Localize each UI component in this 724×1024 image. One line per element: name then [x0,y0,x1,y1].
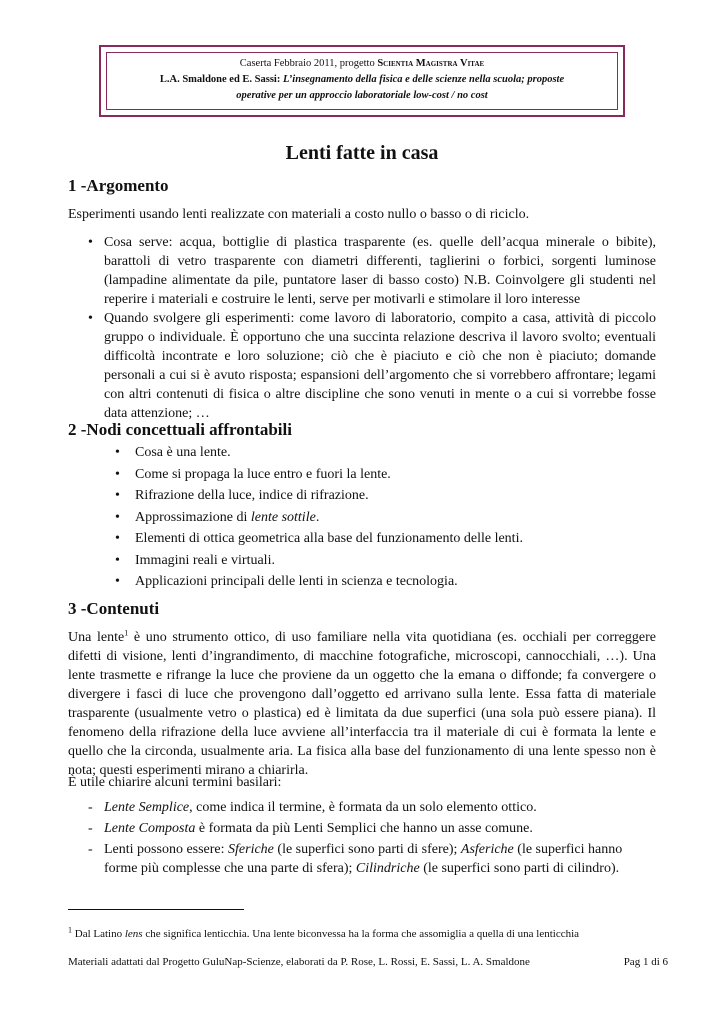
footnote-italic: lens [124,928,143,940]
header-project-name: Scientia Magistra Vitae [377,58,485,69]
term-italic: Lente Semplice [104,800,190,815]
term-desc: (le superfici sono parti di sfere); [273,842,461,857]
header-subtitle: operative per un approccio laboratoriale low-cost / no cost [236,90,488,101]
footnote-mark: 1 [68,925,72,935]
term-desc: (le superfici sono parti di cilindro). [419,861,620,876]
approx-text: Approssimazione di [135,509,251,525]
footnote-ref: 1 [124,628,129,638]
section-2-list [115,442,656,593]
section-1-intro: Esperimenti usando lenti realizzate con materiali a costo nullo o basso o di riciclo. [68,207,530,222]
section-2-heading: 2 -Nodi concettuali affrontabili [68,420,292,439]
term-italic: Sferiche [228,842,274,857]
header-project-prefix: Caserta Febbraio 2011, progetto [239,58,378,69]
term-italic: Lente Composta [104,821,196,836]
list-item [115,507,656,529]
header-inner [106,52,618,110]
term-desc: , come indica il termine, è formata da un solo elemento ottico. [189,800,537,815]
list-item: • Come si propaga la luce entro e fuori la lente. [115,464,656,486]
bullet-marker: • [88,235,93,250]
footnote-text: Dal Latino [72,928,125,940]
list-item [88,798,656,817]
list-item: • Rifrazione della luce, indice di rifrazione. [115,485,656,507]
term-italic: Cilindriche [355,861,420,876]
section-3-paragraph [68,628,656,780]
terms-intro: È utile chiarire alcuni termini basilari: [68,775,282,790]
page-footer [68,956,668,968]
section-1-heading: 1 -Argomento [68,176,169,195]
term-desc: è formata da più Lenti Semplici che hanno un asse comune. [195,821,533,836]
list-item: • Applicazioni principali delle lenti in scienza e tecnologia. [115,571,656,593]
bullet-marker: • [88,311,93,326]
list-item [88,819,656,838]
page-number: Pag 1 di 6 [623,956,668,968]
footer-credits: Materiali adattati dal Progetto GuluNap-Scienze, elaborati da P. Rose, L. Rossi, E. Sassi, L. A. Smaldone [68,956,530,968]
document-title: Lenti fatte in casa [285,142,439,164]
list-item: • Immagini reali e virtuali. [115,550,656,572]
footnote [68,925,668,940]
term-italic: Asferiche [460,842,514,857]
section-1-bullet-2: Quando svolgere gli esperimenti: come lavoro di laboratorio, compito a casa, attività di piccolo gruppo o individuale. È opportuno che una succinta relazione descriva il lavoro svolto; eventuali difficoltà incontrate e loro soluzione; ciò che è piaciuto e ciò che non è piaciuto; domande personali a cui si è avuto risposta; espansioni dell’argomento che si vorrebbero affrontare; legami con altri contenuti di fisica o altre discipline che sono venuti in mente o a cui si vorrebbe fosse data attenzione; … [104,311,656,421]
list-item [88,840,656,878]
term-desc: Lenti possono essere: [104,842,229,857]
approx-italic: lente sottile [250,509,316,525]
footnote-separator [68,909,244,910]
para-rest: è uno strumento ottico, di uso familiare nella vita quotidiana (es. occhiali per correggere difetti di visione, lenti d’ingrandimento, di macchine fotografiche, microscopi, cannocchiali, …). Una lente trasmette e rifrange la luce che proviene da un oggetto che la emana o diffonde; fa convergere o divergere i fasci di luce che provengono dall’oggetto ed arrivano sulla lente. Essa fatta di materiale trasparente (usualmente vetro o plastica) ed è limitata da due superfici (una sola può essere piana). Il fenomeno della rifrazione della luce avviene all’interfaccia tra il materiale di cui è formata la lente e quello che la circonda, usualmente aria. La fisica alla base del funzionamento di una lente spesso non è nota; questi esperimenti mirano a chiarirla. [68,630,657,778]
para-start: Una lente [68,630,125,645]
section-3-heading: 3 -Contenuti [68,599,160,618]
terms-list [88,798,656,880]
list-item: • Elementi di ottica geometrica alla base del funzionamento delle lenti. [115,528,656,550]
term-desc: (le superfici hanno forme più complesse che una parte di sfera); [104,842,623,876]
header-line-1 [107,56,617,72]
header-line-3 [107,88,617,104]
header-authors: L.A. Smaldone ed E. Sassi: [159,74,283,85]
section-1-bullet-1: Cosa serve: acqua, bottiglie di plastica trasparente (es. quelle dell’acqua minerale o bibite), barattoli di vetro trasparente con diametri differenti, taglierini o forbici, sorgenti luminose (lampadine alimentate da pile, puntatore laser di basso costo) N.B. Coinvolgere gli studenti nel reperire i materiali e costruire le lenti, serve per motivarli e stimolare il loro interesse [104,235,656,307]
header-line-2 [107,72,617,88]
list-item: • Cosa è una lente. [115,442,656,464]
approx-end: . [315,509,320,525]
footnote-text: che significa lenticchia. Una lente biconvessa ha la forma che assomiglia a quella di una lenticchia [142,928,580,940]
header-title: L’insegnamento della fisica e delle scienze nella scuola; proposte [282,74,565,85]
header-box [99,45,625,117]
